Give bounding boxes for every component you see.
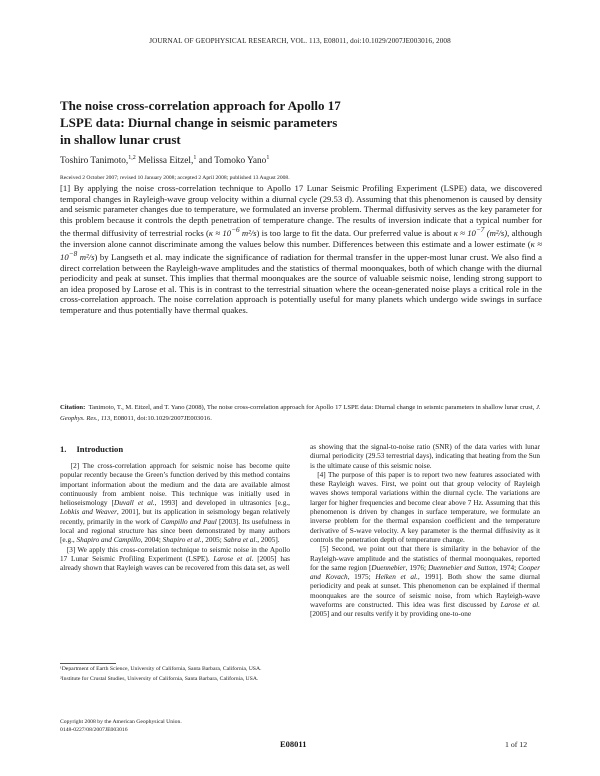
section-title: Introduction — [76, 444, 124, 454]
affiliation-marker: 1 — [193, 155, 197, 161]
copyright-code: 0148-0227/08/2007JE003016 — [60, 726, 128, 733]
math-expression: $\kappa \approx 10^{-8}$ m²/s — [60, 238, 542, 263]
paragraph-marker: [1] — [60, 183, 71, 193]
author-name: Tomoko Yano — [214, 156, 267, 167]
paragraph: as showing that the signal-to-noise ratio (SNR) of the data varies with lunar diurnal periodicity (29.53 terrestrial days), indicating that heating from the Sun is the ultimate cause of this seismic noise. — [310, 443, 540, 470]
paragraph: [2] The cross-correlation approach for seismic noise has become quite popular recently because the Green’s function derived by this method contains important information about the medium and the data are available almost continuously from ambient noise. This technique was initially used in helioseismology [Duvall et al., 1993] and developed in ultrasonics [e.g., Lobkis and Weaver, 2001], but its application in seismology began relatively recently, primarily in the work of Campillo and Paul [2003]. Its usefulness in local and regional structure has since been demonstrated by many authors [e.g., Shapiro and Campillo, 2004; Shapiro et al., 2005; Sabra et al., 2005]. — [60, 462, 291, 545]
reference-link[interactable]: Duennebier — [371, 563, 406, 572]
footnotes — [60, 666, 290, 684]
paragraph: [3] We apply this cross-correlation technique to seismic noise in the Apollo 17 Lunar Seismic Profiling Experiment (LSPE). Larose et al. [2005] has already shown that Rayleigh waves can be recovered from this data set, as well — [60, 545, 290, 573]
footnote-divider — [60, 663, 116, 664]
paragraph: [5] Second, we point out that there is similarity in the behavior of the Rayleigh-wave amplitude and the statistics of thermal moonquakes, reported for the same region [Duennebier, 1976; Duennebier and Sutton, 1974; Cooper and Kovach, 1975; Heiken et al., 1991]. Both show the same diurnal periodicity and peak at sunset. This phenomenon can be explained if thermal moonquakes are the source of seismic noise, from which Rayleigh-wave waveforms are constructed. This idea was first discussed by Larose et al. [2005] and our results verify it by providing one-to-one — [310, 545, 541, 619]
affiliation-marker: 1 — [266, 155, 270, 161]
abstract-text: ) is too large to fit the data. Our preferred value is about — [256, 228, 454, 239]
footnote: ²Institute for Crustal Studies, University of California, Santa Barbara, California, USA. — [60, 675, 259, 682]
abstract-text: By applying the noise cross-correlation technique to Apollo 17 Lunar Seismic Profiling Experiment (LSPE) data, we discovered temporal changes in Rayleigh-wave group velocity within a diurnal cycle (29.53 d). Assuming that this phenomenon is caused by density and seismic parameter changes due to temperature, we formulated an inverse problem. Thermal diffusivity serves as the key parameter for this problem because it controls the depth penetration of temperature change. The results of inversion indicate that a typical number for the thermal diffusivity of terrestrial rocks ( — [60, 183, 542, 239]
citation — [60, 403, 542, 424]
paragraph-marker: [3] — [66, 545, 76, 554]
footnote: ¹Department of Earth Science, University of California, Santa Barbara, California, USA. — [60, 666, 262, 672]
author-conjunction: and — [198, 156, 213, 167]
publication-dates: Received 2 October 2007; revised 10 January 2008; accepted 2 April 2008; published 13 August 2008. — [60, 175, 290, 181]
citation-text: Tanimoto, T., M. Eitzel, and T. Yano (2008), The noise cross-correlation approach for Apollo 17 LSPE data: Diurnal change in seismic parameters in shallow lunar crust, — [88, 404, 536, 411]
page-number: 1 of 12 — [505, 740, 528, 749]
math-expression: $\kappa \approx 10^{-7}$ (m²/s) — [453, 226, 508, 239]
paragraph-marker: [2] — [70, 462, 80, 470]
affiliation-marker: 1,2 — [128, 155, 136, 161]
reference-link[interactable]: Lobkis and Weaver — [60, 508, 117, 517]
section-heading — [60, 444, 123, 454]
reference-link[interactable]: Cooper and Kovach — [310, 563, 541, 582]
author-name: Toshiro Tanimoto, — [60, 156, 129, 167]
left-column — [60, 462, 290, 574]
title-line: in shallow lunar crust — [60, 132, 181, 147]
paper-title — [60, 97, 360, 148]
title-line: The noise cross-correlation approach for Apollo 17 — [60, 98, 341, 113]
section-number: 1. — [60, 444, 67, 454]
reference-link[interactable]: Duennebier and Sutton — [428, 563, 496, 572]
paragraph-marker: [4] — [317, 470, 326, 479]
author-name: Melissa Eitzel, — [138, 156, 194, 167]
reference-link[interactable]: Shapiro et al. — [162, 536, 202, 545]
reference-link[interactable]: Shapiro and Campillo — [76, 536, 141, 545]
journal-header: JOURNAL OF GEOPHYSICAL RESEARCH, VOL. 113, E08011, doi:10.1029/2007JE003016, 2008 — [149, 37, 451, 45]
math-expression: $\kappa \approx 10^{-6}$ m²/s — [208, 226, 257, 239]
author-list — [60, 155, 269, 166]
reference-link[interactable]: Heiken et al. — [375, 573, 418, 582]
citation-journal: J. Geophys. Res., 113 — [60, 404, 541, 422]
reference-link[interactable]: Larose et al. — [213, 554, 254, 563]
reference-link[interactable]: Campillo and Paul — [160, 517, 217, 526]
abstract — [60, 183, 542, 315]
right-column — [310, 443, 540, 620]
abstract-text: ) by Langseth et al. may indicate the significance of radiation for thermal transfer in the upper-most lunar crust. We also find a direct correlation between the Rayleigh-wave amplitudes and the statistics of thermal moonquakes, both of which change with the diurnal periodicity and peak at sunset. This implies that thermal moonquakes are the source of valuable seismic noise, lending strong support to an idea proposed by Larose et al. This is in contrast to the terrestrial situation where the ocean-generated noise plays a critical role in the cross-correlation approach. The noise correlation approach is potentially useful for many planets which undergo wide swings in surface temperature and thus potentially have thermal quakes. — [60, 252, 542, 315]
copyright-line: Copyright 2008 by the American Geophysical Union. — [60, 719, 182, 725]
reference-link[interactable]: Sabra et al. — [223, 536, 258, 545]
reference-link[interactable]: Duvall et al. — [114, 499, 155, 508]
paragraph: [4] The purpose of this paper is to report two new features associated with these Rayleigh waves. First, we point out that group velocity of Rayleigh waves shows temporal variations within the diurnal cycle. The variations are larger for higher frequencies and become clear above 7 Hz. Assuming that this phenomenon is driven by changes in surface temperature, we formulate an inverse problem for the thermal expansion coefficient and the temperature derivative of S-wave velocity. A key parameter is the thermal diffusivity as it controls the penetration depth of temperature change. — [310, 470, 541, 544]
citation-text: , E08011, doi:10.1029/2007JE003016. — [110, 414, 212, 422]
reference-link[interactable]: Larose et al. — [500, 601, 540, 610]
citation-label: Citation: — [60, 404, 86, 411]
copyright-notice — [60, 719, 182, 734]
paragraph-marker: [5] — [319, 545, 329, 554]
abstract-text: , although the inversion alone cannot discriminate among the values below this number. Differences between this estimate and a lower estimate ( — [60, 228, 542, 249]
title-line: LSPE data: Diurnal change in seismic parameters — [60, 115, 338, 130]
article-id: E08011 — [280, 739, 307, 749]
